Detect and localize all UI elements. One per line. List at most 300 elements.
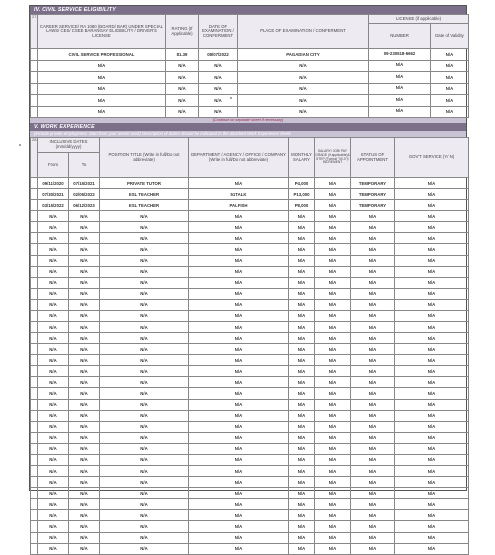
work-from-cell: N/A (38, 510, 69, 521)
work-status-cell: N/A (351, 244, 395, 255)
work-grade-cell: N/A (315, 510, 351, 521)
civil-service-row (31, 106, 469, 118)
work-salary-cell: N/A (289, 488, 315, 499)
work-grade-cell: N/A (315, 443, 351, 454)
work-experience-row (31, 299, 469, 310)
work-govt-cell: N/A (395, 388, 469, 399)
work-to-cell: N/A (69, 432, 100, 443)
work-department-cell: N/A (189, 333, 289, 344)
work-status-cell: N/A (351, 488, 395, 499)
row-spacer (31, 454, 38, 465)
work-position-cell: PRIVATE TUTOR (100, 178, 189, 189)
work-experience-table (30, 137, 469, 555)
work-from-cell: N/A (38, 377, 69, 388)
work-from-cell: N/A (38, 521, 69, 532)
license-header: LICENSE (if applicable) (369, 15, 469, 24)
work-grade-cell: N/A (315, 233, 351, 244)
work-grade-cell: N/A (315, 532, 351, 543)
work-position-cell: N/A (100, 521, 189, 532)
work-grade-cell: N/A (315, 399, 351, 410)
civil-service-rating-cell: N/A (166, 106, 199, 118)
department-header: DEPARTMENT / AGENCY / OFFICE / COMPANY (Write in full/Do not abbreviate) (189, 138, 289, 178)
civil-service-eligibility-cell: CIVIL SERVICE PROFESSIONAL (38, 49, 166, 61)
work-department-cell: N/A (189, 211, 289, 222)
work-govt-cell: N/A (395, 466, 469, 477)
civil-service-date-cell: N/A (199, 60, 238, 72)
row-spacer (31, 344, 38, 355)
work-govt-cell: N/A (395, 510, 469, 521)
civil-service-place-cell: N/A (238, 72, 369, 84)
work-position-cell: N/A (100, 233, 189, 244)
civil-service-table (30, 14, 469, 118)
civil-service-number-cell: 09-230518-6662 (369, 49, 431, 61)
work-grade-cell: N/A (315, 299, 351, 310)
row-spacer (31, 49, 38, 61)
row-spacer (31, 72, 38, 84)
work-experience-row (31, 266, 469, 277)
work-salary-cell: N/A (289, 454, 315, 465)
work-to-cell: N/A (69, 499, 100, 510)
civil-service-place-cell: N/A (238, 106, 369, 118)
civil-service-eligibility-cell: N/A (38, 95, 166, 107)
work-salary-cell: N/A (289, 432, 315, 443)
work-to-cell: N/A (69, 543, 100, 554)
civil-service-date-cell: 08/07/2022 (199, 49, 238, 61)
work-to-cell: N/A (69, 466, 100, 477)
work-from-cell: N/A (38, 499, 69, 510)
work-experience-row (31, 189, 469, 200)
work-position-cell: ESL TEACHER (100, 189, 189, 200)
work-govt-cell: N/A (395, 266, 469, 277)
work-department-cell: N/A (189, 377, 289, 388)
work-govt-cell: N/A (395, 377, 469, 388)
work-to-cell: N/A (69, 488, 100, 499)
work-govt-cell: N/A (395, 178, 469, 189)
work-grade-cell: N/A (315, 244, 351, 255)
work-to-cell: N/A (69, 344, 100, 355)
civil-service-validity-cell: N/A (431, 72, 469, 84)
work-experience-row (31, 310, 469, 321)
work-to-cell: N/A (69, 244, 100, 255)
work-grade-cell: N/A (315, 355, 351, 366)
work-department-cell: N/A (189, 532, 289, 543)
work-to-cell: N/A (69, 333, 100, 344)
row-spacer (31, 266, 38, 277)
row-spacer (31, 432, 38, 443)
work-grade-cell: N/A (315, 344, 351, 355)
work-govt-cell: N/A (395, 454, 469, 465)
work-from-cell: N/A (38, 233, 69, 244)
work-position-cell: N/A (100, 277, 189, 288)
work-from-cell: N/A (38, 211, 69, 222)
work-position-cell: N/A (100, 454, 189, 465)
work-salary-cell: P8,000 (289, 200, 315, 211)
work-department-cell: N/A (189, 355, 289, 366)
work-department-cell: N/A (189, 233, 289, 244)
work-to-cell: N/A (69, 410, 100, 421)
work-govt-cell: N/A (395, 233, 469, 244)
work-from-cell: N/A (38, 288, 69, 299)
work-department-cell: N/A (189, 454, 289, 465)
civil-service-row (31, 95, 469, 107)
civil-service-rating-cell: N/A (166, 83, 199, 95)
license-validity-header: Date of Validity (431, 24, 469, 49)
work-grade-cell: N/A (315, 499, 351, 510)
row-spacer (31, 488, 38, 499)
work-status-cell: N/A (351, 288, 395, 299)
work-status-cell: N/A (351, 443, 395, 454)
work-salary-cell: N/A (289, 266, 315, 277)
work-grade-cell: N/A (315, 466, 351, 477)
civil-service-date-cell: N/A (199, 72, 238, 84)
work-department-cell: N/A (189, 255, 289, 266)
work-experience-row (31, 222, 469, 233)
work-grade-cell: N/A (315, 410, 351, 421)
civil-service-number-cell: N/A (369, 95, 431, 107)
work-salary-cell: N/A (289, 410, 315, 421)
row-spacer (31, 255, 38, 266)
work-salary-cell: N/A (289, 355, 315, 366)
work-position-cell: N/A (100, 288, 189, 299)
work-experience-row (31, 399, 469, 410)
work-grade-cell: N/A (315, 310, 351, 321)
work-experience-row (31, 532, 469, 543)
work-experience-row (31, 454, 469, 465)
work-position-cell: N/A (100, 399, 189, 410)
work-position-cell: N/A (100, 466, 189, 477)
civil-service-validity-cell: N/A (431, 60, 469, 72)
work-status-cell: N/A (351, 366, 395, 377)
work-position-cell: N/A (100, 299, 189, 310)
work-govt-cell: N/A (395, 499, 469, 510)
row-spacer (31, 200, 38, 211)
work-experience-row (31, 377, 469, 388)
work-grade-cell: N/A (315, 477, 351, 488)
work-experience-row (31, 388, 469, 399)
work-from-cell: N/A (38, 355, 69, 366)
row-spacer (31, 410, 38, 421)
work-status-cell: N/A (351, 211, 395, 222)
work-status-cell: N/A (351, 532, 395, 543)
civil-service-rating-cell: N/A (166, 60, 199, 72)
civil-service-validity-cell: N/A (431, 49, 469, 61)
row-spacer (31, 106, 38, 118)
row-spacer (31, 543, 38, 554)
work-salary-cell: N/A (289, 521, 315, 532)
work-experience-section-title: V. WORK EXPERIENCE (30, 123, 466, 131)
work-from-cell: N/A (38, 532, 69, 543)
work-salary-cell: N/A (289, 333, 315, 344)
work-experience-row (31, 488, 469, 499)
work-salary-cell: N/A (289, 211, 315, 222)
work-experience-row (31, 466, 469, 477)
work-govt-cell: N/A (395, 543, 469, 554)
civil-service-continue-note: (Continue on separate sheet if necessary) (30, 118, 466, 123)
row-spacer (31, 83, 38, 95)
row-spacer (31, 189, 38, 200)
civil-service-eligibility-cell: N/A (38, 60, 166, 72)
work-position-cell: N/A (100, 355, 189, 366)
work-to-cell: N/A (69, 532, 100, 543)
civil-service-place-cell: N/A (238, 95, 369, 107)
work-salary-cell: N/A (289, 466, 315, 477)
work-experience-row (31, 200, 469, 211)
work-govt-cell: N/A (395, 244, 469, 255)
work-salary-cell: N/A (289, 322, 315, 333)
exam-place-header: PLACE OF EXAMINATION / CONFERMENT (238, 15, 369, 49)
work-salary-cell: N/A (289, 366, 315, 377)
work-status-cell: N/A (351, 266, 395, 277)
row-spacer (31, 211, 38, 222)
work-status-cell: N/A (351, 222, 395, 233)
civil-service-validity-cell: N/A (431, 106, 469, 118)
work-position-cell: N/A (100, 333, 189, 344)
work-grade-cell: N/A (315, 521, 351, 532)
work-govt-cell: N/A (395, 399, 469, 410)
work-govt-cell: N/A (395, 443, 469, 454)
civil-service-place-cell: N/A (238, 83, 369, 95)
work-from-cell: N/A (38, 410, 69, 421)
work-salary-cell: N/A (289, 388, 315, 399)
civil-service-place-cell: PAGADIAN CITY (238, 49, 369, 61)
work-from-cell: N/A (38, 255, 69, 266)
work-grade-cell: N/A (315, 543, 351, 554)
work-grade-cell: N/A (315, 432, 351, 443)
work-experience-sub-note: (Include private employment. Start from your recent work) Description of duties should be indicated in the attached Work Experience sheet. (30, 131, 466, 137)
civil-service-rating-cell: N/A (166, 72, 199, 84)
work-department-cell: N/A (189, 521, 289, 532)
work-experience-row (31, 443, 469, 454)
work-grade-cell: N/A (315, 288, 351, 299)
work-grade-cell: N/A (315, 366, 351, 377)
work-govt-cell: N/A (395, 477, 469, 488)
work-department-cell: N/A (189, 244, 289, 255)
license-number-header: NUMBER (369, 24, 431, 49)
work-grade-cell: N/A (315, 266, 351, 277)
work-department-cell: N/A (189, 178, 289, 189)
work-from-cell: N/A (38, 399, 69, 410)
work-salary-cell: N/A (289, 277, 315, 288)
work-to-cell: N/A (69, 377, 100, 388)
work-to-cell: N/A (69, 233, 100, 244)
work-to-cell: 06/12/2023 (69, 200, 100, 211)
work-status-cell: TEMPORARY (351, 200, 395, 211)
work-from-cell: N/A (38, 366, 69, 377)
work-position-cell: N/A (100, 543, 189, 554)
work-position-cell: N/A (100, 510, 189, 521)
work-position-cell: N/A (100, 377, 189, 388)
work-grade-cell: N/A (315, 454, 351, 465)
work-status-cell: N/A (351, 310, 395, 321)
work-salary-cell: N/A (289, 399, 315, 410)
work-salary-cell: N/A (289, 255, 315, 266)
work-status-cell: N/A (351, 333, 395, 344)
work-to-cell: N/A (69, 454, 100, 465)
work-grade-cell: N/A (315, 421, 351, 432)
work-govt-cell: N/A (395, 366, 469, 377)
work-govt-cell: N/A (395, 299, 469, 310)
row-spacer (31, 244, 38, 255)
work-experience-row (31, 510, 469, 521)
position-header: POSITION TITLE (Write in full/Do not abbreviate) (100, 138, 189, 178)
work-status-cell: N/A (351, 421, 395, 432)
row-spacer (31, 178, 38, 189)
work-status-cell: N/A (351, 543, 395, 554)
work-govt-cell: N/A (395, 322, 469, 333)
work-grade-cell: N/A (315, 333, 351, 344)
work-department-cell: N/A (189, 310, 289, 321)
work-experience-row (31, 211, 469, 222)
work-status-cell: N/A (351, 233, 395, 244)
work-department-cell: N/A (189, 322, 289, 333)
work-status-cell: TEMPORARY (351, 189, 395, 200)
work-govt-cell: N/A (395, 344, 469, 355)
work-salary-cell: N/A (289, 510, 315, 521)
pay-grade-header: SALARY/ JOB/ PAY GRADE (if applicable)& STEP (Format "00-0")/ INCREMENT (315, 138, 351, 178)
work-experience-row (31, 178, 469, 189)
work-from-cell: N/A (38, 454, 69, 465)
work-status-cell: N/A (351, 355, 395, 366)
work-grade-cell: N/A (315, 178, 351, 189)
work-from-cell: N/A (38, 266, 69, 277)
work-status-cell: N/A (351, 499, 395, 510)
work-experience-row (31, 432, 469, 443)
work-grade-cell: N/A (315, 388, 351, 399)
work-from-cell: N/A (38, 477, 69, 488)
work-position-cell: N/A (100, 266, 189, 277)
row-spacer (31, 532, 38, 543)
work-experience-row (31, 421, 469, 432)
work-govt-cell: N/A (395, 521, 469, 532)
work-status-cell: N/A (351, 299, 395, 310)
work-status-cell: N/A (351, 432, 395, 443)
work-status-cell: N/A (351, 477, 395, 488)
civil-service-rating-cell: N/A (166, 95, 199, 107)
work-experience-row (31, 322, 469, 333)
work-department-cell: 51TALK (189, 189, 289, 200)
work-status-cell: N/A (351, 255, 395, 266)
row-spacer (31, 277, 38, 288)
work-status-cell: N/A (351, 322, 395, 333)
work-position-cell: N/A (100, 310, 189, 321)
row-spacer (31, 60, 38, 72)
work-status-cell: N/A (351, 388, 395, 399)
work-department-cell: N/A (189, 410, 289, 421)
work-experience-row (31, 366, 469, 377)
work-grade-cell: N/A (315, 488, 351, 499)
work-govt-cell: N/A (395, 333, 469, 344)
work-govt-cell: N/A (395, 532, 469, 543)
civil-service-section-title: IV. CIVIL SERVICE ELIGIBILITY (30, 6, 466, 14)
work-department-cell: N/A (189, 266, 289, 277)
work-status-cell: N/A (351, 521, 395, 532)
work-position-cell: N/A (100, 244, 189, 255)
work-department-cell: N/A (189, 344, 289, 355)
row-spacer (31, 288, 38, 299)
work-from-cell: N/A (38, 333, 69, 344)
work-to-cell: N/A (69, 477, 100, 488)
scan-speck (230, 97, 232, 99)
work-salary-cell: N/A (289, 222, 315, 233)
civil-service-number-cell: N/A (369, 83, 431, 95)
row-spacer (31, 443, 38, 454)
work-department-cell: N/A (189, 432, 289, 443)
work-to-cell: N/A (69, 388, 100, 399)
work-status-cell: N/A (351, 399, 395, 410)
row-spacer (31, 222, 38, 233)
civil-service-validity-cell: N/A (431, 83, 469, 95)
govt-service-header: GOV'T SERVICE (Y/ N) (395, 138, 469, 178)
work-experience-row (31, 288, 469, 299)
work-position-cell: N/A (100, 322, 189, 333)
work-from-cell: N/A (38, 421, 69, 432)
work-grade-cell: N/A (315, 211, 351, 222)
exam-date-header: DATE OF EXAMINATION / CONFERMENT (199, 15, 238, 49)
work-department-cell: N/A (189, 477, 289, 488)
work-to-cell: N/A (69, 288, 100, 299)
work-govt-cell: N/A (395, 410, 469, 421)
work-department-cell: N/A (189, 510, 289, 521)
work-govt-cell: N/A (395, 255, 469, 266)
work-to-cell: N/A (69, 510, 100, 521)
row-spacer (31, 322, 38, 333)
work-to-cell: N/A (69, 399, 100, 410)
eligibility-header: CAREER SERVICE/ RA 1080 (BOARD/ BAR) UNDER SPECIAL LAWS/ CES/ CSEE BARANGAY ELIGIBILITY / DRIVER'S LICENSE (38, 15, 166, 49)
row-spacer (31, 333, 38, 344)
work-to-cell: N/A (69, 355, 100, 366)
pds-page (29, 5, 467, 552)
work-salary-cell: N/A (289, 288, 315, 299)
work-department-cell: N/A (189, 299, 289, 310)
work-department-cell: N/A (189, 288, 289, 299)
work-department-cell: N/A (189, 388, 289, 399)
work-department-cell: N/A (189, 543, 289, 554)
civil-service-row (31, 60, 469, 72)
work-from-cell: N/A (38, 432, 69, 443)
work-grade-cell: N/A (315, 189, 351, 200)
work-salary-cell: N/A (289, 532, 315, 543)
civil-service-number-cell: N/A (369, 60, 431, 72)
work-status-cell: N/A (351, 466, 395, 477)
civil-service-place-cell: N/A (238, 60, 369, 72)
work-from-cell: N/A (38, 388, 69, 399)
civil-service-rating-cell: 81.39 (166, 49, 199, 61)
work-salary-cell: N/A (289, 244, 315, 255)
work-salary-cell: N/A (289, 477, 315, 488)
rating-header: RATING (If Applicable) (166, 15, 199, 49)
work-position-cell: N/A (100, 255, 189, 266)
work-govt-cell: N/A (395, 421, 469, 432)
work-salary-cell: P13,000 (289, 189, 315, 200)
work-from-cell: N/A (38, 222, 69, 233)
row-spacer (31, 421, 38, 432)
work-salary-cell: N/A (289, 344, 315, 355)
work-to-cell: N/A (69, 266, 100, 277)
to-header: To (69, 153, 100, 178)
work-experience-row (31, 344, 469, 355)
work-from-cell: N/A (38, 543, 69, 554)
work-department-cell: N/A (189, 399, 289, 410)
work-position-cell: N/A (100, 344, 189, 355)
civil-service-eligibility-cell: N/A (38, 83, 166, 95)
civil-service-row (31, 72, 469, 84)
work-position-cell: N/A (100, 532, 189, 543)
work-experience-row (31, 244, 469, 255)
row-spacer (31, 466, 38, 477)
work-govt-cell: N/A (395, 355, 469, 366)
work-from-cell: 07/30/2021 (38, 189, 69, 200)
work-to-cell: N/A (69, 366, 100, 377)
